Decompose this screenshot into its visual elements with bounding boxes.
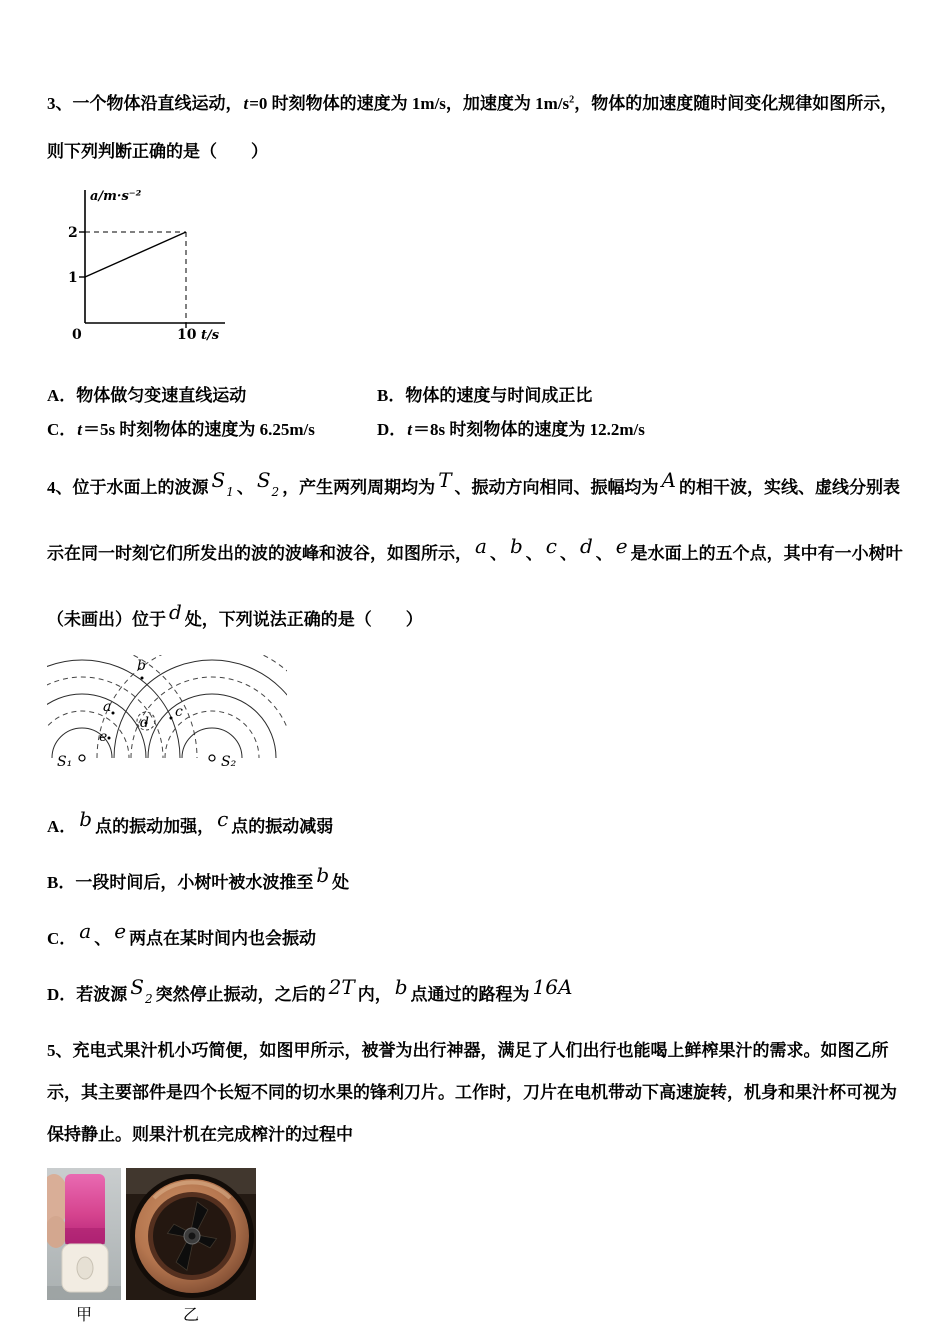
question-5 bbox=[47, 1030, 905, 1325]
s2-crest-arcs bbox=[114, 657, 287, 758]
origin-label: 0 bbox=[72, 326, 82, 343]
x-axis-label: t/s bbox=[201, 327, 220, 343]
question-5-stem: 5、充电式果汁机小巧简便，如图甲所示，被誉为出行神器，满足了人们出行也能喝上鲜榨果汁的需求。如图乙所示，其主要部件是四个长短不同的切水果的锋利刀片。工作时，刀片在电机带动下高速旋转，机身和果汁杯可视为保持静止。则果汁机在完成榨汁的过程中 bbox=[47, 1041, 897, 1145]
point-b-label: b bbox=[137, 657, 146, 674]
q3-option-a: A．物体做匀变速直线运动 bbox=[47, 385, 247, 405]
q3-option-b: B．物体的速度与时间成正比 bbox=[377, 385, 593, 405]
q3-option-c: C．t＝5s 时刻物体的速度为 6.25m/s bbox=[47, 420, 315, 440]
x-tick-label-10: 10 bbox=[177, 326, 197, 343]
q4-option-a: A． b 点的振动加强， c 点的振动减弱 bbox=[47, 806, 334, 836]
power-button bbox=[77, 1257, 93, 1279]
juice-shadow bbox=[65, 1228, 105, 1244]
q4-option-d: D．若波源 $S_2$ 突然停止振动，之后的 2T 内， b 点通过的路程为 16A bbox=[47, 974, 573, 1006]
source-s1-marker bbox=[79, 755, 85, 761]
source-s2-label: S₂ bbox=[221, 753, 237, 770]
y-tick-label-1: 1 bbox=[68, 269, 78, 286]
point-c-label: c bbox=[175, 703, 183, 720]
point-a-label: a bbox=[103, 698, 112, 715]
question-3 bbox=[47, 80, 905, 443]
acceleration-graph-svg bbox=[55, 178, 235, 348]
juicer-photo bbox=[47, 1168, 121, 1300]
figure-label-jia: 甲 bbox=[75, 1307, 92, 1325]
source-s2-marker bbox=[209, 755, 215, 761]
y-tick-label-2: 2 bbox=[68, 224, 78, 241]
question-4-stem: 4、位于水面上的波源 $S_1$ 、 $S_2$ ，产生两列周期均为 T 、振动方向相同、振幅均为 A 的相干波，实线、虚线分别表示在同一时刻它们所发出的波的波峰和波谷，如图所示， a 、 b 、 c 、 d 、 e 是水面上的五个点，其中有一小树叶（未画出）位于 d 处，下列说法正确的是（ ） bbox=[47, 467, 903, 629]
question-3-stem: 3、一个物体沿直线运动，t=0 时刻物体的速度为 1m/s，加速度为 $1m/s^2$，物体的加速度随时间变化规律如图所示，则下列判断正确的是（ ） bbox=[47, 94, 898, 161]
blade-photo bbox=[126, 1168, 256, 1300]
wave-diagram-svg bbox=[47, 655, 287, 777]
source-s1-label: S₁ bbox=[57, 753, 73, 770]
acceleration-line bbox=[85, 232, 186, 277]
y-axis-label: a/m·s⁻² bbox=[90, 188, 142, 204]
q3-option-d: D．t＝8s 时刻物体的速度为 12.2m/s bbox=[377, 420, 645, 440]
q4-option-b: B．一段时间后，小树叶被水波推至 b 处 bbox=[47, 862, 350, 892]
question-4 bbox=[47, 453, 905, 1014]
point-d-label: d bbox=[140, 714, 149, 731]
point-e-label: e bbox=[99, 728, 108, 745]
q4-wave-interference-diagram bbox=[47, 655, 905, 782]
hub-screw bbox=[189, 1233, 196, 1240]
q5-figures bbox=[47, 1168, 905, 1300]
figure-label-yi: 乙 bbox=[182, 1307, 199, 1325]
q5-figure-labels bbox=[47, 1302, 905, 1325]
q3-acceleration-time-graph bbox=[55, 178, 905, 353]
q4-option-c: C． a 、 e 两点在某时间内也会振动 bbox=[47, 918, 317, 948]
q3-options bbox=[47, 383, 905, 443]
